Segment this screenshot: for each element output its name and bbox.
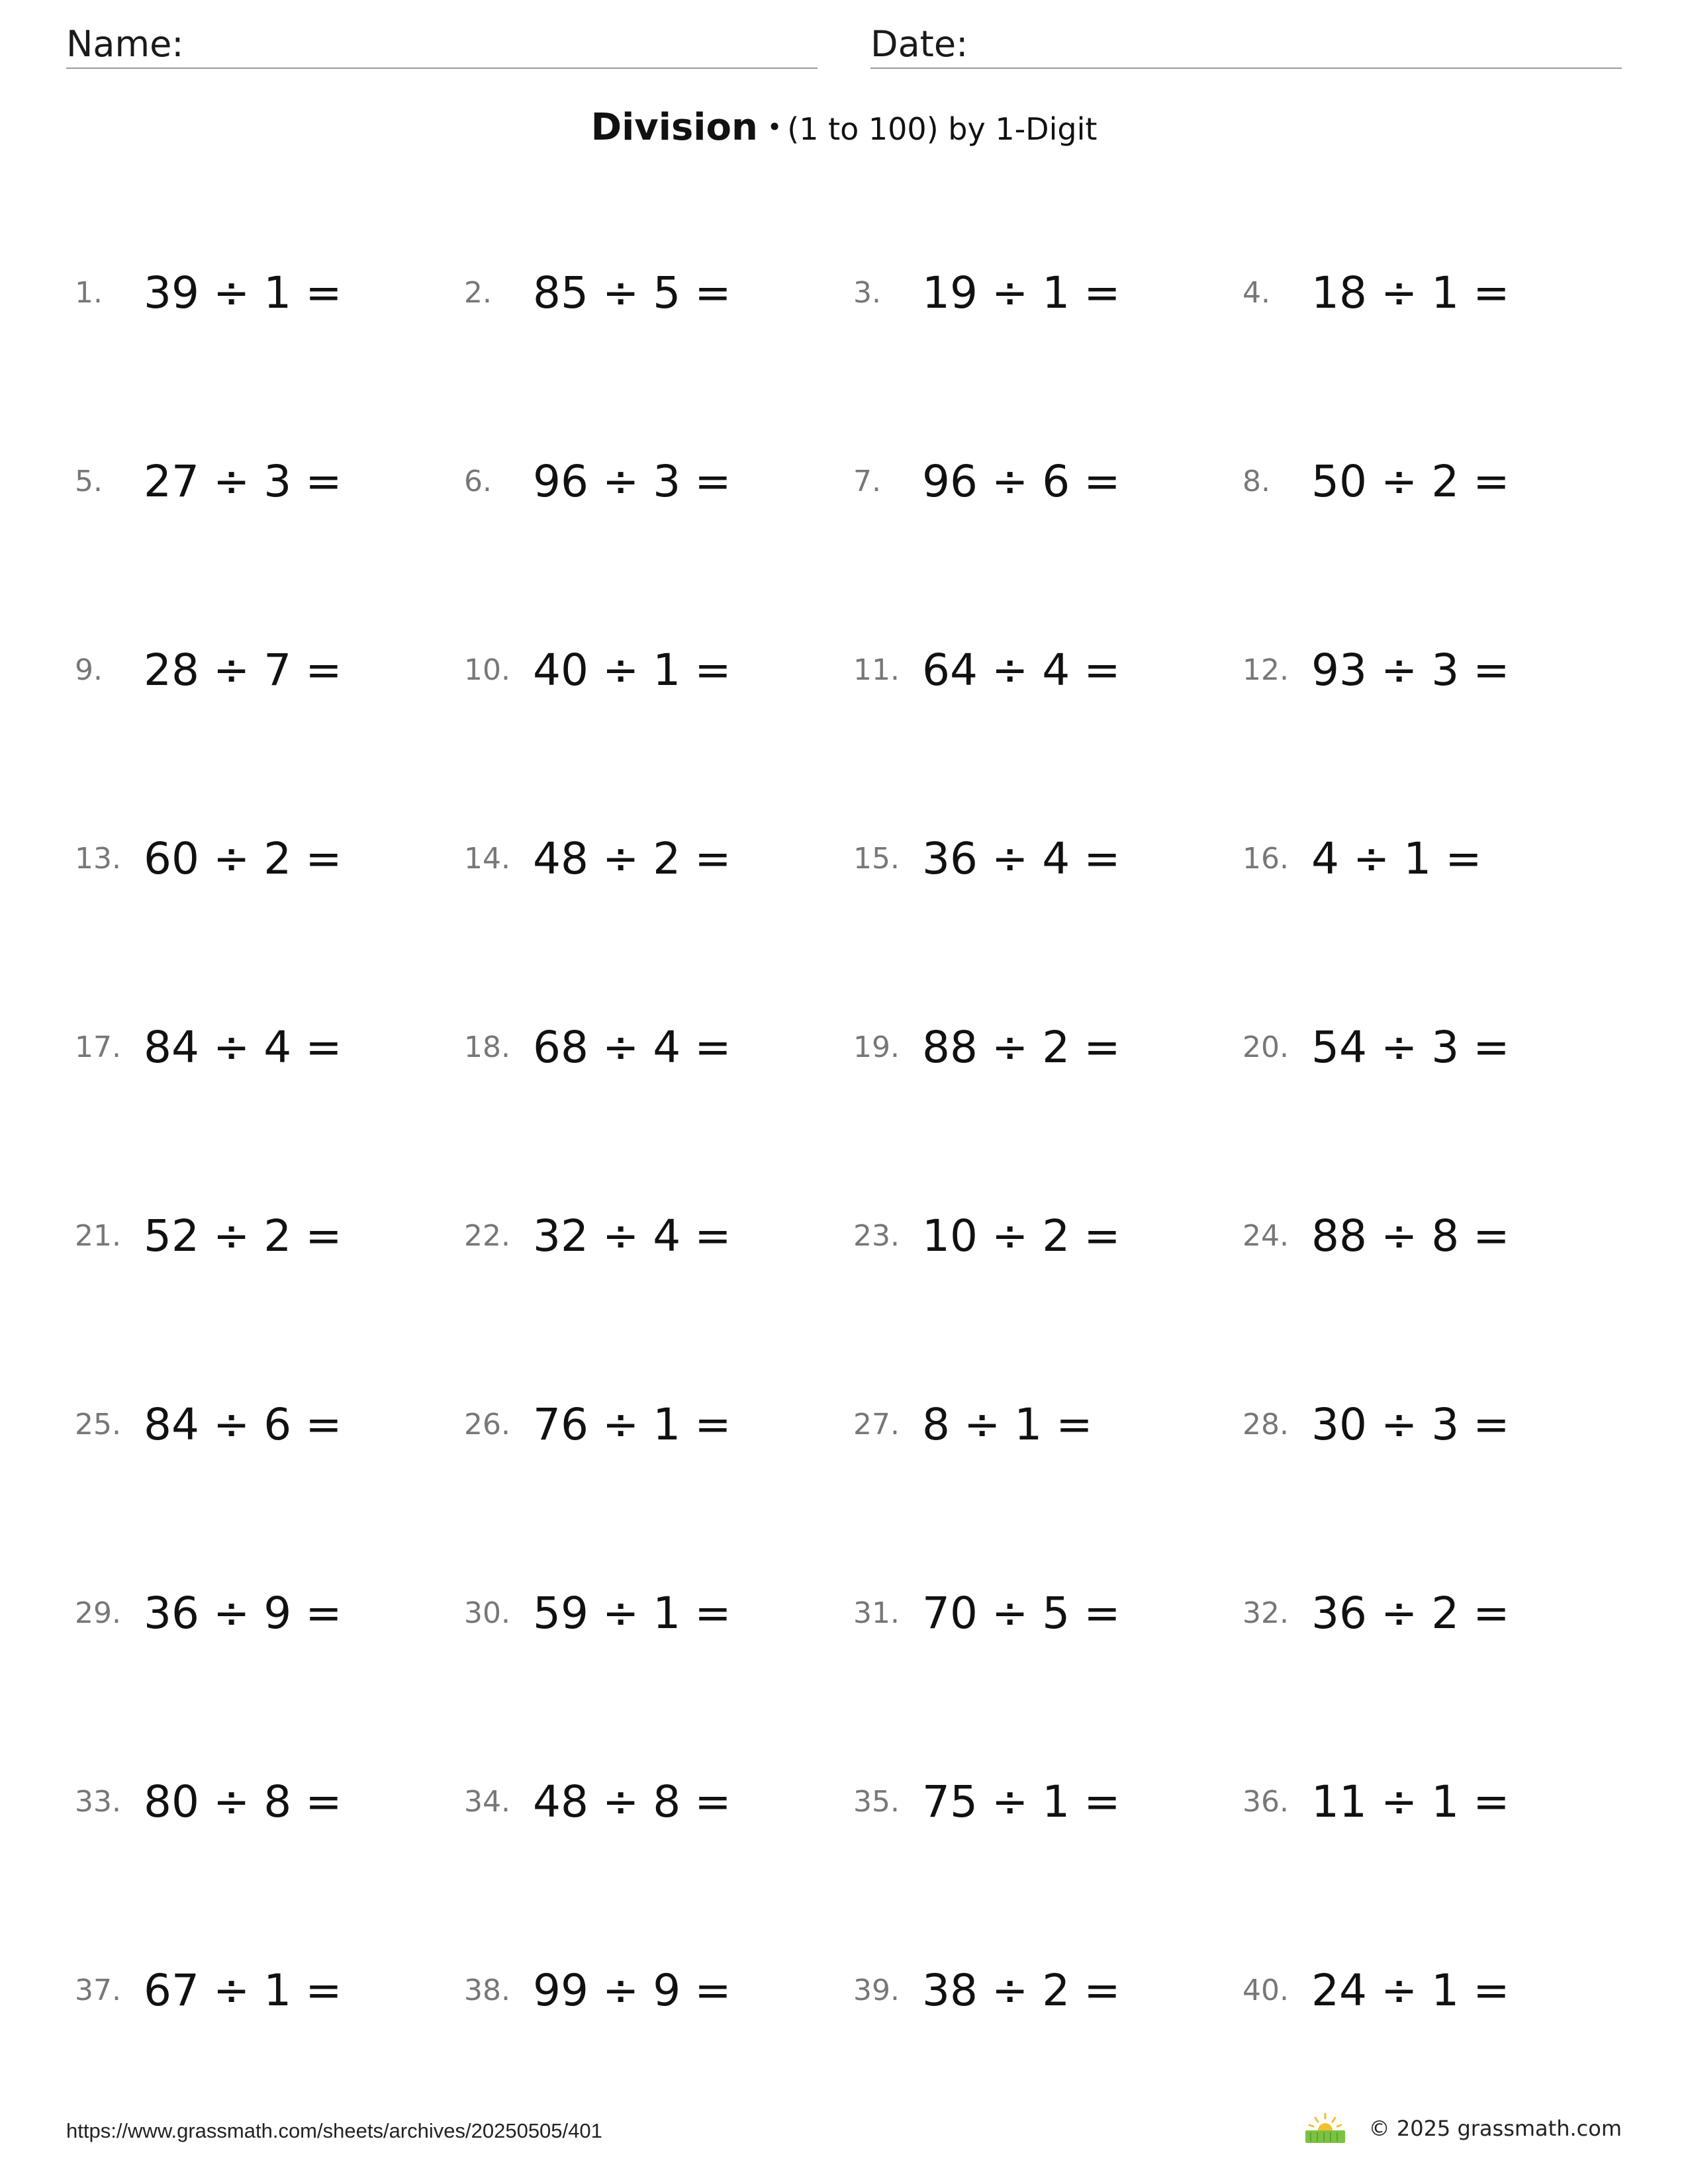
problem-number: 1. xyxy=(75,276,103,310)
problem-number: 40. xyxy=(1243,1974,1289,2007)
problem-expression: 96 ÷ 6 = xyxy=(922,456,1121,507)
title-bullet: • xyxy=(767,113,782,142)
problem-number: 2. xyxy=(464,276,492,310)
problem-expression: 4 ÷ 1 = xyxy=(1311,833,1482,884)
problem-number: 7. xyxy=(853,465,881,498)
problem-item xyxy=(75,817,464,900)
problem-number: 13. xyxy=(75,842,121,876)
problem-expression: 75 ÷ 1 = xyxy=(922,1776,1121,1827)
problem-item xyxy=(75,251,464,334)
problem-number: 26. xyxy=(464,1408,510,1441)
problem-expression: 93 ÷ 3 = xyxy=(1311,645,1510,696)
problem-number: 39. xyxy=(853,1974,900,2007)
name-label: Name: xyxy=(66,23,184,65)
problem-expression: 60 ÷ 2 = xyxy=(144,833,342,884)
problem-number: 6. xyxy=(464,465,492,498)
problem-expression: 10 ÷ 2 = xyxy=(922,1210,1121,1261)
title-subtitle: (1 to 100) by 1-Digit xyxy=(787,111,1098,147)
footer-url: https://www.grassmath.com/sheets/archives/20250505/401 xyxy=(66,2119,602,2142)
problem-item xyxy=(464,251,853,334)
problem-expression: 54 ÷ 3 = xyxy=(1311,1022,1510,1073)
date-label: Date: xyxy=(870,23,968,65)
problem-expression: 27 ÷ 3 = xyxy=(144,456,342,507)
problem-expression: 64 ÷ 4 = xyxy=(922,645,1121,696)
problem-number: 34. xyxy=(464,1785,510,1819)
problem-number: 23. xyxy=(853,1219,900,1253)
problem-item xyxy=(464,1383,853,1466)
problem-number: 21. xyxy=(75,1219,121,1253)
problem-item xyxy=(1243,629,1632,711)
problem-expression: 99 ÷ 9 = xyxy=(533,1965,731,2016)
problem-item xyxy=(75,1572,464,1655)
problem-item xyxy=(464,1195,853,1277)
problem-item xyxy=(853,629,1243,711)
problem-item xyxy=(853,251,1243,334)
problem-expression: 88 ÷ 2 = xyxy=(922,1022,1121,1073)
problem-item xyxy=(75,1006,464,1089)
problem-number: 28. xyxy=(1243,1408,1289,1441)
problem-expression: 67 ÷ 1 = xyxy=(144,1965,342,2016)
problem-expression: 70 ÷ 5 = xyxy=(922,1588,1121,1639)
problem-number: 37. xyxy=(75,1974,121,2007)
problem-number: 15. xyxy=(853,842,900,876)
problem-number: 24. xyxy=(1243,1219,1289,1253)
date-field[interactable] xyxy=(870,25,1622,69)
problem-expression: 80 ÷ 8 = xyxy=(144,1776,342,1827)
problem-item xyxy=(1243,1383,1632,1466)
problem-item xyxy=(464,629,853,711)
problem-item xyxy=(464,1949,853,2032)
problem-number: 19. xyxy=(853,1030,900,1064)
title-main: Division xyxy=(590,106,758,149)
problem-number: 25. xyxy=(75,1408,121,1441)
problem-number: 9. xyxy=(75,653,103,687)
problem-item xyxy=(75,1383,464,1466)
problem-item xyxy=(853,1760,1243,1843)
problem-expression: 40 ÷ 1 = xyxy=(533,645,731,696)
problem-item xyxy=(1243,1949,1632,2032)
problem-expression: 11 ÷ 1 = xyxy=(1311,1776,1510,1827)
problem-expression: 32 ÷ 4 = xyxy=(533,1210,731,1261)
problem-item xyxy=(853,1383,1243,1466)
name-field[interactable] xyxy=(66,25,818,69)
problem-number: 18. xyxy=(464,1030,510,1064)
problem-expression: 96 ÷ 3 = xyxy=(533,456,731,507)
problem-expression: 24 ÷ 1 = xyxy=(1311,1965,1510,2016)
problem-item xyxy=(1243,1006,1632,1089)
problem-item xyxy=(464,817,853,900)
problem-item xyxy=(464,1006,853,1089)
worksheet-title xyxy=(0,106,1688,149)
problem-expression: 36 ÷ 9 = xyxy=(144,1588,342,1639)
problem-number: 22. xyxy=(464,1219,510,1253)
problem-number: 38. xyxy=(464,1974,510,2007)
problem-number: 20. xyxy=(1243,1030,1289,1064)
problem-number: 31. xyxy=(853,1596,900,1630)
problem-expression: 76 ÷ 1 = xyxy=(533,1399,731,1450)
problem-expression: 39 ÷ 1 = xyxy=(144,267,342,318)
problem-number: 8. xyxy=(1243,465,1270,498)
sun-over-grass-logo-icon xyxy=(1304,2113,1346,2144)
problem-item xyxy=(853,1006,1243,1089)
problem-item xyxy=(853,440,1243,523)
problem-item xyxy=(853,1572,1243,1655)
problem-expression: 28 ÷ 7 = xyxy=(144,645,342,696)
problem-number: 5. xyxy=(75,465,103,498)
problem-expression: 52 ÷ 2 = xyxy=(144,1210,342,1261)
problem-item xyxy=(1243,817,1632,900)
problem-expression: 8 ÷ 1 = xyxy=(922,1399,1093,1450)
problem-number: 11. xyxy=(853,653,900,687)
problem-number: 35. xyxy=(853,1785,900,1819)
problem-item xyxy=(1243,1572,1632,1655)
problem-item xyxy=(75,1760,464,1843)
problem-expression: 30 ÷ 3 = xyxy=(1311,1399,1510,1450)
problem-number: 16. xyxy=(1243,842,1289,876)
problem-number: 27. xyxy=(853,1408,900,1441)
problem-item xyxy=(853,1195,1243,1277)
footer-copyright: © 2025 grassmath.com xyxy=(1368,2116,1622,2141)
problem-expression: 18 ÷ 1 = xyxy=(1311,267,1510,318)
problem-expression: 38 ÷ 2 = xyxy=(922,1965,1121,2016)
problem-item xyxy=(464,1572,853,1655)
problem-number: 4. xyxy=(1243,276,1270,310)
problem-item xyxy=(853,1949,1243,2032)
problem-expression: 48 ÷ 2 = xyxy=(533,833,731,884)
problem-expression: 36 ÷ 4 = xyxy=(922,833,1121,884)
problem-number: 30. xyxy=(464,1596,510,1630)
problem-expression: 48 ÷ 8 = xyxy=(533,1776,731,1827)
problem-expression: 68 ÷ 4 = xyxy=(533,1022,731,1073)
problem-expression: 50 ÷ 2 = xyxy=(1311,456,1510,507)
problem-number: 12. xyxy=(1243,653,1289,687)
problem-expression: 85 ÷ 5 = xyxy=(533,267,731,318)
problem-item xyxy=(75,1949,464,2032)
problem-item xyxy=(1243,440,1632,523)
problem-number: 29. xyxy=(75,1596,121,1630)
problem-expression: 36 ÷ 2 = xyxy=(1311,1588,1510,1639)
problem-number: 14. xyxy=(464,842,510,876)
problem-number: 32. xyxy=(1243,1596,1289,1630)
problem-expression: 84 ÷ 6 = xyxy=(144,1399,342,1450)
problem-expression: 19 ÷ 1 = xyxy=(922,267,1121,318)
problem-expression: 59 ÷ 1 = xyxy=(533,1588,731,1639)
problem-item xyxy=(1243,1195,1632,1277)
problem-item xyxy=(75,629,464,711)
problem-expression: 88 ÷ 8 = xyxy=(1311,1210,1510,1261)
problem-item xyxy=(1243,251,1632,334)
problem-number: 10. xyxy=(464,653,510,687)
problem-expression: 84 ÷ 4 = xyxy=(144,1022,342,1073)
problem-number: 33. xyxy=(75,1785,121,1819)
problem-item xyxy=(75,440,464,523)
problem-number: 17. xyxy=(75,1030,121,1064)
problem-item xyxy=(1243,1760,1632,1843)
footer-brand xyxy=(1304,2113,1622,2144)
problem-number: 36. xyxy=(1243,1785,1289,1819)
problem-item xyxy=(464,440,853,523)
problem-grid xyxy=(75,251,1624,2138)
problem-item xyxy=(853,817,1243,900)
problem-item xyxy=(464,1760,853,1843)
problem-number: 3. xyxy=(853,276,881,310)
problem-item xyxy=(75,1195,464,1277)
